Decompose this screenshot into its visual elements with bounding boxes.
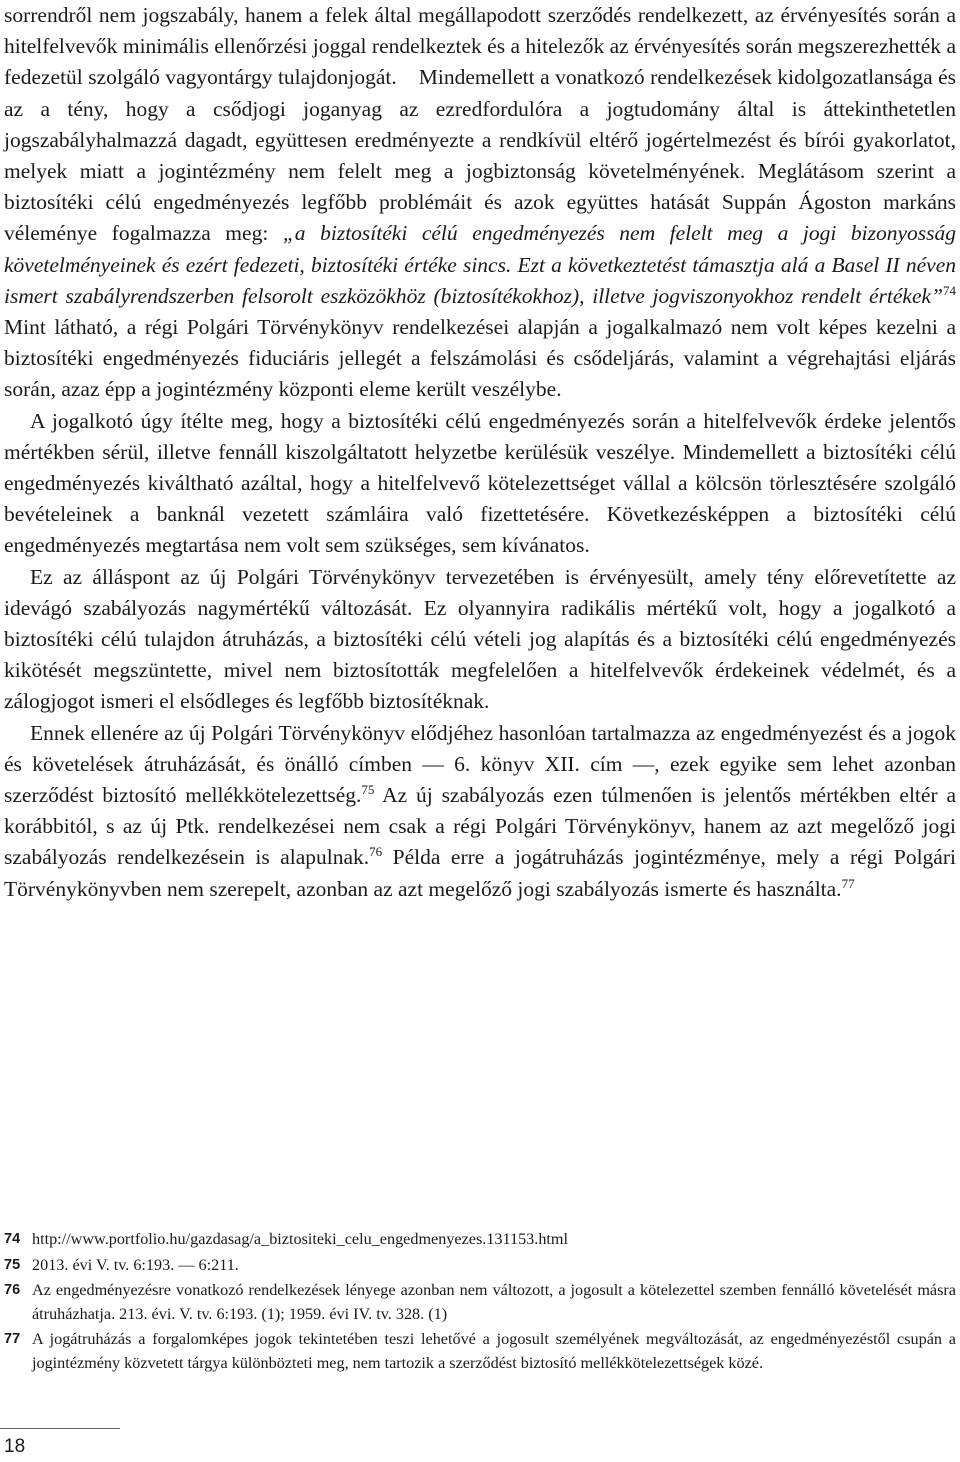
paragraph-4 [4, 718, 956, 905]
footnote-ref-74[interactable]: 74 [943, 282, 956, 298]
quotation: „a biztosítéki célú engedményezés nem felelt meg a jogi bizonyosság követelményeinek és ezért fedezeti, biztosítéki értéke sincs. Ezt a következtetést támasztja alá a Basel II néven ismert szabályrendszerben felsorolt eszközökhöz (biztosítékokhoz), illetve jogviszonyokhoz rendelt értékek” [4, 221, 956, 308]
footnote-ref-75[interactable]: 75 [361, 782, 375, 798]
paragraph-1-sentence-1: sorrendről nem jogszabály, hanem a felek által megállapodott szerződés rendelkezett, az érvényesítés során a hitelfelvevők minimális ellenőrzési joggal rendelkeztek és a hitelezők az érvényesítés során megszerezhették a fedezetül szolgáló vagyontárgy tulajdonjogát. [4, 3, 956, 90]
paragraph-3: Ez az álláspont az új Polgári Törvénykönyv tervezetében is érvényesült, amely tény előrevetítette az idevágó szabályozás nagymértékű változását. Ez olyannyira radikális mértékű volt, hogy a jogalkotó a biztosítéki célú tulajdon átruházás, a biztosítéki célú vételi jog alapítás és a biztosítéki célú engedményezés kikötését megszüntette, mivel nem biztosították megfelelően a hitelfelvevők érdekeinek védelmét, és a zálogjogot ismeri el elsődleges és legfőbb biztosítéknak. [4, 564, 956, 714]
body-text [4, 0, 956, 905]
paragraph-1-sentence-2: Mindemellett a vonatkozó rendelkezések kidolgozatlansága és az a tény, hogy a csődjogi joganyag az ezredfordulóra a jogtudomány által is áttekinthetetlen jogszabályhalmazzá dagadt, együttesen eredményezte a rendkívül eltérő jogértelmezést és bírói gyakorlatot, melyek miatt a jogintézmény nem felelt meg a jogbiztonság követelményének. Meglátásom szerint a biztosítéki célú engedményezés legfőbb problémáit és azok együttes hatását Suppán Ágoston markáns véleménye fogalmazza meg: [4, 65, 957, 246]
paragraph-4-part-c: Példa erre a jogátruházás jogintézménye, mely a régi Polgári Törvénykönyvben nem szerepelt, azonban az azt megelőző jogi szabályozás ismerte és használta. [4, 845, 956, 901]
page-number-rule [0, 1428, 120, 1429]
footnote-number: 75 [4, 1256, 21, 1273]
paragraph-4-part-b: Az új szabályozás ezen túlmenően is jelentős mértékben eltér a korábbitól, s az új Ptk. rendelkezései nem csak a régi Polgári Törvénykönyv, hanem az azt megelőző jogi szabályozás rendelkezésein is alapulnak. [4, 783, 957, 870]
footnote-ref-76[interactable]: 76 [369, 844, 383, 860]
page-number: 18 [4, 1436, 26, 1457]
footnotes [4, 1228, 956, 1378]
footnote-text: Az engedményezésre vonatkozó rendelkezések lényege azonban nem változott, a jogosult a kötelezettel szemben fennálló követelését másra átruházhatja. 213. évi. V. tv. 6:193. (1); 1959. évi IV. tv. 328. (1) [32, 1281, 956, 1323]
footnote-number: 76 [4, 1282, 21, 1299]
paragraph-2: A jogalkotó úgy ítélte meg, hogy a biztosítéki célú engedményezés során a hitelfelvevők érdeke jelentős mértékben sérül, illetve fennáll kiszolgáltatott helyzetbe kerülésük veszélye. Mindemellett a biztosítéki célú engedményezés kiváltható azáltal, hogy a hitelfelvevő kötelezettséget vállal a kölcsön törlesztésére szolgáló bevételeinek a banknál vezetett számláira való fizettetésére. Következésképpen a biztosítéki célú engedményezés megtartása nem volt sem szükséges, sem kívánatos. [4, 408, 956, 558]
footnote [4, 1254, 956, 1278]
footnote-number: 77 [4, 1331, 21, 1348]
footnote-text: 2013. évi V. tv. 6:193. — 6:211. [32, 1255, 239, 1274]
paragraph-1-sentence-3: Mint látható, a régi Polgári Törvénykönyv rendelkezései alapján a jogalkalmazó nem volt képes kezelni a biztosítéki engedményezés fiduciáris jellegét a felszámolási és csődeljárás, valamint a végrehajtási eljárás során, azaz épp a jogintézmény központi eleme került veszélybe. [4, 315, 956, 402]
paragraph-1 [4, 0, 956, 406]
footnote [4, 1279, 956, 1326]
footnote [4, 1228, 956, 1252]
footnote-text[interactable]: http://www.portfolio.hu/gazdasag/a_biztositeki_celu_engedmenyezes.131153.html [32, 1230, 569, 1248]
footnote-number: 74 [4, 1231, 21, 1247]
footnote-ref-77[interactable]: 77 [841, 875, 855, 891]
paragraph-4-part-a: Ennek ellenére az új Polgári Törvénykönyv elődjéhez hasonlóan tartalmazza az engedményezést és a jogok és követelések átruházását, és önálló címben — 6. könyv XII. cím —, ezek egyike sem lehet azonban szerződést biztosító mellékkötelezettség. [4, 720, 956, 808]
footnote-text: A jogátruházás a forgalomképes jogok tekintetében teszi lehetővé a jogosult személyének megváltozását, az engedményezéstől csupán a jogintézmény közvetett tárgya különbözteti meg, nem tartozik a szerződést biztosító mellékkötelezettségek közé. [32, 1330, 956, 1372]
footnote [4, 1328, 956, 1375]
